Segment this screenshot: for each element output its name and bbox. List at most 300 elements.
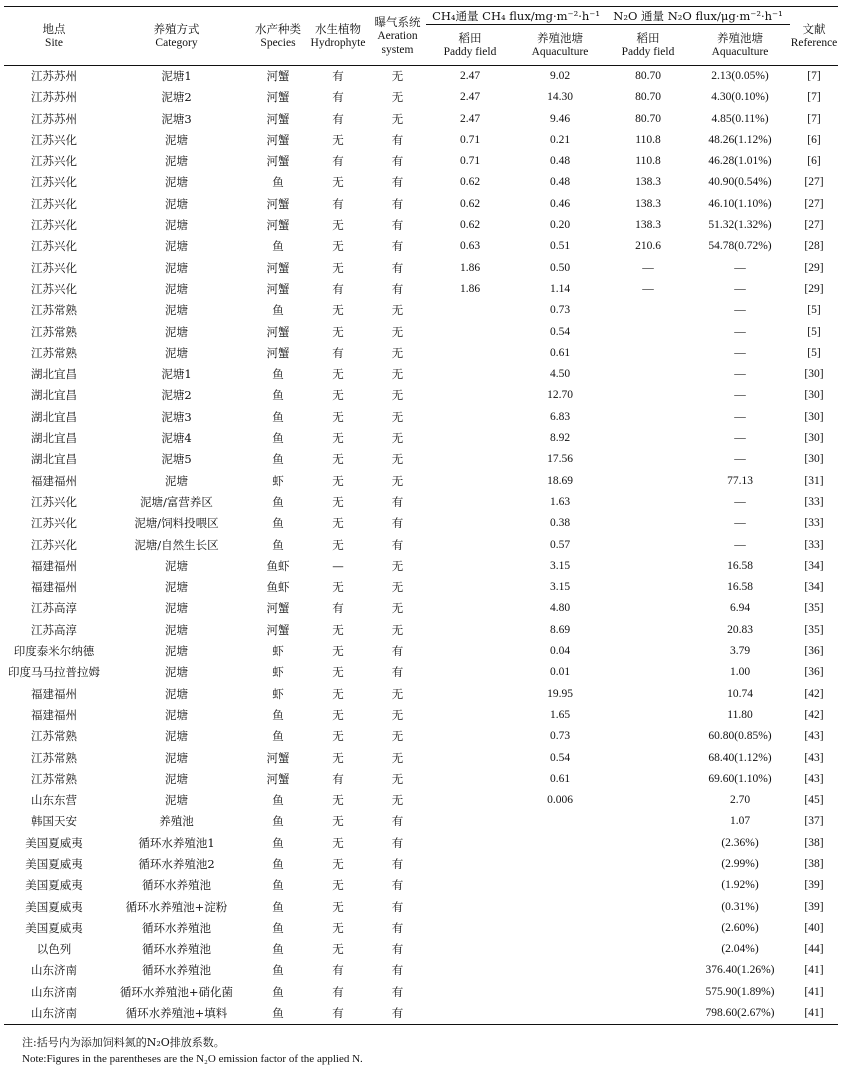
header-aeration-zh: 曝气系统 bbox=[374, 15, 421, 29]
cell-ch4-paddy bbox=[426, 960, 514, 981]
cell-ch4-aquaculture bbox=[514, 897, 606, 918]
cell-species: 鱼 bbox=[272, 409, 284, 424]
cell-aeration: 无 bbox=[391, 558, 404, 573]
cell-category: 泥塘 bbox=[165, 558, 188, 573]
cell-aeration: 有 bbox=[391, 218, 404, 233]
cell-species: 河蟹 bbox=[266, 132, 290, 147]
cell-hydrophyte: 有 bbox=[332, 345, 344, 360]
cell-ch4-paddy bbox=[426, 598, 514, 619]
cell-species: 鱼 bbox=[272, 388, 284, 403]
cell-site: 江苏兴化 bbox=[31, 494, 77, 509]
cell-n2o-paddy bbox=[606, 513, 690, 534]
cell-reference: [27] bbox=[804, 176, 824, 189]
cell-ch4-paddy bbox=[426, 535, 514, 556]
cell-ch4-paddy: 0.62 bbox=[459, 197, 481, 210]
cell-category: 泥塘 bbox=[165, 729, 188, 744]
cell-n2o-aquaculture: 4.85(0.11%) bbox=[711, 112, 769, 125]
cell-ch4-aquaculture: 19.95 bbox=[547, 687, 573, 700]
cell-ch4-aquaculture: 8.92 bbox=[549, 432, 571, 445]
cell-category: 泥塘 bbox=[165, 644, 188, 659]
cell-ch4-paddy bbox=[426, 790, 514, 811]
cell-category: 泥塘 bbox=[165, 281, 188, 296]
cell-reference: [41] bbox=[804, 964, 824, 977]
cell-aeration: 有 bbox=[391, 814, 404, 829]
cell-species: 鱼 bbox=[272, 984, 284, 999]
note-zh: 注:括号内为添加饲料氮的N₂O排放系数。 bbox=[22, 1036, 225, 1049]
cell-ch4-paddy bbox=[426, 748, 514, 769]
cell-n2o-aquaculture: — bbox=[734, 261, 746, 274]
cell-ch4-aquaculture: 0.21 bbox=[549, 133, 571, 146]
cell-site: 美国夏威夷 bbox=[25, 920, 83, 935]
header-n2o-paddy-en: Paddy field bbox=[621, 46, 675, 58]
cell-ch4-aquaculture: 4.80 bbox=[549, 602, 571, 615]
cell-reference: [42] bbox=[804, 708, 824, 721]
cell-category: 泥塘2 bbox=[161, 90, 192, 105]
header-site-en: Site bbox=[45, 37, 63, 49]
cell-aeration: 无 bbox=[391, 707, 404, 722]
cell-species: 河蟹 bbox=[266, 750, 290, 765]
cell-ch4-paddy bbox=[426, 300, 514, 321]
cell-hydrophyte: 无 bbox=[332, 367, 344, 382]
cell-hydrophyte: 无 bbox=[332, 856, 344, 871]
cell-category: 循环水养殖池 bbox=[142, 920, 211, 935]
header-reference-zh: 文献 bbox=[802, 22, 826, 36]
cell-site: 福建福州 bbox=[31, 580, 77, 595]
cell-category: 泥塘2 bbox=[161, 388, 192, 403]
cell-ch4-aquaculture: 17.56 bbox=[547, 453, 573, 466]
cell-aeration: 有 bbox=[391, 942, 404, 957]
cell-site: 湖北宜昌 bbox=[31, 388, 77, 403]
cell-reference: [42] bbox=[804, 687, 824, 700]
cell-category: 泥塘/自然生长区 bbox=[134, 537, 219, 552]
cell-n2o-paddy bbox=[606, 790, 690, 811]
cell-hydrophyte: 有 bbox=[332, 90, 344, 105]
table-row bbox=[4, 790, 838, 811]
cell-ch4-paddy bbox=[426, 449, 514, 470]
cell-n2o-aquaculture: (2.60%) bbox=[721, 921, 759, 934]
cell-n2o-aquaculture: — bbox=[734, 282, 746, 295]
cell-hydrophyte: 有 bbox=[332, 963, 344, 978]
cell-n2o-paddy bbox=[606, 364, 690, 385]
cell-ch4-paddy bbox=[426, 939, 514, 960]
cell-reference: [41] bbox=[790, 1003, 838, 1025]
cell-ch4-aquaculture: 8.69 bbox=[549, 623, 571, 636]
cell-reference: [30] bbox=[804, 432, 824, 445]
cell-category: 泥塘 bbox=[165, 132, 188, 147]
cell-species: 河蟹 bbox=[266, 345, 290, 360]
cell-hydrophyte: — bbox=[332, 558, 344, 573]
cell-hydrophyte: 无 bbox=[332, 729, 344, 744]
header-species bbox=[249, 7, 307, 66]
cell-ch4-paddy bbox=[426, 897, 514, 918]
cell-hydrophyte: 无 bbox=[332, 324, 344, 339]
cell-aeration: 无 bbox=[391, 686, 404, 701]
cell-n2o-paddy bbox=[606, 748, 690, 769]
cell-reference: [5] bbox=[807, 304, 821, 317]
cell-n2o-paddy bbox=[606, 407, 690, 428]
cell-n2o-paddy: 138.3 bbox=[635, 176, 661, 189]
table-row bbox=[4, 279, 838, 300]
cell-ch4-aquaculture bbox=[514, 811, 606, 832]
header-category bbox=[104, 7, 249, 66]
cell-hydrophyte: 无 bbox=[332, 431, 344, 446]
cell-n2o-paddy: 80.70 bbox=[635, 91, 661, 104]
cell-site: 江苏苏州 bbox=[31, 69, 77, 83]
cell-aeration: 有 bbox=[391, 281, 404, 296]
cell-reference: [30] bbox=[804, 389, 824, 402]
table-row bbox=[4, 407, 838, 428]
cell-ch4-paddy bbox=[426, 407, 514, 428]
cell-site: 江苏常熟 bbox=[31, 729, 77, 744]
cell-species: 河蟹 bbox=[266, 324, 290, 339]
cell-aeration: 有 bbox=[391, 175, 404, 190]
table-row bbox=[4, 1003, 838, 1025]
cell-aeration: 无 bbox=[391, 622, 404, 637]
cell-n2o-paddy bbox=[606, 684, 690, 705]
table-row bbox=[4, 875, 838, 896]
cell-species: 鱼虾 bbox=[266, 558, 290, 573]
table-row bbox=[4, 151, 838, 172]
cell-ch4-aquaculture: 0.46 bbox=[549, 197, 571, 210]
cell-n2o-aquaculture: 4.30(0.10%) bbox=[711, 91, 769, 104]
cell-species: 河蟹 bbox=[266, 69, 290, 83]
cell-site: 江苏兴化 bbox=[31, 281, 77, 296]
cell-ch4-paddy bbox=[426, 1003, 514, 1025]
cell-hydrophyte: 无 bbox=[332, 494, 344, 509]
cell-site: 江苏常熟 bbox=[31, 324, 77, 339]
cell-site: 福建福州 bbox=[31, 707, 77, 722]
header-ch4-paddy-zh: 稻田 bbox=[458, 31, 482, 45]
cell-n2o-aquaculture: 6.94 bbox=[729, 602, 751, 615]
cell-species: 鱼 bbox=[272, 367, 284, 382]
cell-n2o-aquaculture: 20.83 bbox=[727, 623, 753, 636]
cell-category: 泥塘 bbox=[165, 324, 188, 339]
header-species-en: Species bbox=[260, 37, 296, 49]
cell-ch4-aquaculture: 3.15 bbox=[549, 559, 571, 572]
cell-n2o-paddy bbox=[606, 322, 690, 343]
cell-species: 鱼 bbox=[272, 303, 284, 318]
header-category-zh: 养殖方式 bbox=[153, 22, 200, 36]
cell-reference: [35] bbox=[804, 602, 824, 615]
cell-aeration: 有 bbox=[391, 196, 404, 211]
cell-aeration: 无 bbox=[391, 388, 404, 403]
table-row bbox=[4, 833, 838, 854]
cell-site: 印度泰米尔纳德 bbox=[13, 644, 95, 659]
cell-site: 湖北宜昌 bbox=[31, 409, 77, 424]
cell-n2o-aquaculture: (0.31%) bbox=[721, 900, 759, 913]
cell-ch4-paddy bbox=[426, 875, 514, 896]
cell-site: 江苏苏州 bbox=[31, 111, 77, 126]
cell-aeration: 无 bbox=[391, 793, 404, 808]
cell-reference: [39] bbox=[804, 879, 824, 892]
cell-site: 江苏兴化 bbox=[31, 516, 77, 531]
cell-category: 泥塘5 bbox=[161, 452, 192, 467]
cell-n2o-aquaculture: 60.80(0.85%) bbox=[708, 730, 772, 743]
table-row bbox=[4, 598, 838, 619]
table-row bbox=[4, 939, 838, 960]
cell-ch4-paddy bbox=[426, 833, 514, 854]
cell-aeration: 无 bbox=[391, 345, 404, 360]
cell-ch4-paddy bbox=[426, 726, 514, 747]
cell-species: 河蟹 bbox=[266, 196, 290, 211]
cell-species: 河蟹 bbox=[266, 154, 290, 169]
cell-site: 山东济南 bbox=[4, 1003, 104, 1025]
cell-hydrophyte: 有 bbox=[332, 601, 344, 616]
table-row bbox=[4, 385, 838, 406]
cell-ch4-aquaculture: 0.73 bbox=[549, 730, 571, 743]
cell-aeration: 无 bbox=[391, 431, 404, 446]
cell-n2o-paddy bbox=[606, 982, 690, 1003]
cell-n2o-paddy bbox=[606, 833, 690, 854]
cell-n2o-paddy bbox=[606, 939, 690, 960]
cell-category: 养殖池 bbox=[159, 814, 194, 829]
cell-reference: [31] bbox=[804, 474, 824, 487]
cell-species: 鱼 bbox=[272, 516, 284, 531]
header-site-zh: 地点 bbox=[42, 22, 66, 36]
cell-n2o-aquaculture: 2.13(0.05%) bbox=[711, 70, 769, 82]
cell-ch4-aquaculture bbox=[514, 982, 606, 1003]
cell-reference: [38] bbox=[804, 836, 824, 849]
cell-site: 美国夏威夷 bbox=[25, 878, 83, 893]
header-aeration bbox=[369, 7, 426, 66]
cell-hydrophyte: 无 bbox=[332, 942, 344, 957]
cell-n2o-aquaculture: 1.07 bbox=[729, 815, 751, 828]
cell-category: 泥塘 bbox=[165, 260, 188, 275]
table-row bbox=[4, 641, 838, 662]
cell-ch4-aquaculture: 1.14 bbox=[549, 282, 571, 295]
cell-species: 河蟹 bbox=[266, 90, 290, 105]
cell-category: 泥塘/饲料投喂区 bbox=[134, 516, 219, 531]
cell-n2o-paddy: 210.6 bbox=[635, 240, 661, 253]
cell-species: 河蟹 bbox=[266, 260, 290, 275]
cell-ch4-aquaculture bbox=[514, 1003, 606, 1025]
cell-site: 江苏高淳 bbox=[31, 622, 77, 637]
cell-n2o-aquaculture: 376.40(1.26%) bbox=[705, 964, 775, 977]
cell-n2o-aquaculture: — bbox=[734, 432, 746, 445]
cell-n2o-aquaculture: — bbox=[734, 538, 746, 551]
cell-n2o-aquaculture: 16.58 bbox=[727, 581, 753, 594]
cell-reference: [6] bbox=[807, 155, 821, 168]
cell-category: 泥塘/富营养区 bbox=[140, 494, 213, 509]
cell-species: 河蟹 bbox=[266, 771, 290, 786]
cell-category: 泥塘 bbox=[165, 665, 188, 680]
cell-reference: [40] bbox=[804, 921, 824, 934]
cell-n2o-paddy: — bbox=[642, 282, 654, 295]
cell-ch4-aquaculture: 0.61 bbox=[549, 346, 571, 359]
cell-ch4-paddy: 0.63 bbox=[459, 240, 481, 253]
cell-category: 泥塘 bbox=[165, 345, 188, 360]
cell-species: 鱼 bbox=[272, 856, 284, 871]
header-ch4-group: CH₄通量 CH₄ flux/mg·m⁻²·h⁻¹ bbox=[426, 7, 606, 25]
table-row bbox=[4, 109, 838, 130]
cell-aeration: 无 bbox=[391, 324, 404, 339]
cell-ch4-paddy bbox=[426, 769, 514, 790]
cell-species: 虾 bbox=[272, 644, 284, 659]
cell-hydrophyte: 无 bbox=[332, 899, 344, 914]
cell-species: 鱼 bbox=[272, 239, 284, 254]
header-aeration-en1: Aeration bbox=[377, 30, 418, 42]
cell-hydrophyte: 无 bbox=[332, 239, 344, 254]
cell-hydrophyte: 有 bbox=[332, 196, 344, 211]
cell-ch4-aquaculture: 0.20 bbox=[549, 219, 571, 232]
cell-n2o-paddy bbox=[606, 620, 690, 641]
cell-category: 循环水养殖池+填料 bbox=[104, 1003, 249, 1025]
cell-species: 鱼 bbox=[272, 878, 284, 893]
cell-category: 泥塘 bbox=[165, 196, 188, 211]
table-row bbox=[4, 705, 838, 726]
cell-reference: [28] bbox=[804, 240, 824, 253]
cell-site: 江苏苏州 bbox=[31, 90, 77, 105]
cell-reference: [7] bbox=[807, 91, 821, 104]
header-species-zh: 水产种类 bbox=[255, 22, 301, 36]
cell-site: 美国夏威夷 bbox=[25, 899, 83, 914]
cell-hydrophyte: 无 bbox=[332, 303, 344, 318]
cell-ch4-paddy bbox=[426, 811, 514, 832]
table-row bbox=[4, 748, 838, 769]
cell-reference: [34] bbox=[804, 581, 824, 594]
cell-n2o-paddy bbox=[606, 492, 690, 513]
cell-n2o-aquaculture: 3.79 bbox=[729, 645, 751, 658]
cell-species: 河蟹 bbox=[266, 281, 290, 296]
cell-ch4-aquaculture bbox=[514, 854, 606, 875]
cell-category: 泥塘 bbox=[165, 750, 188, 765]
cell-n2o-paddy bbox=[606, 449, 690, 470]
cell-ch4-paddy: 2.47 bbox=[459, 91, 481, 104]
cell-ch4-paddy bbox=[426, 577, 514, 598]
cell-species: 鱼 bbox=[249, 1003, 307, 1025]
cell-n2o-aquaculture: 68.40(1.12%) bbox=[708, 751, 772, 764]
cell-ch4-paddy bbox=[426, 343, 514, 364]
cell-n2o-aquaculture: — bbox=[734, 389, 746, 402]
header-category-en: Category bbox=[155, 37, 198, 49]
cell-species: 虾 bbox=[272, 686, 284, 701]
table-row bbox=[4, 130, 838, 151]
cell-category: 泥塘 bbox=[165, 622, 188, 637]
cell-species: 鱼虾 bbox=[266, 580, 290, 595]
cell-ch4-aquaculture: 0.73 bbox=[549, 304, 571, 317]
cell-aeration: 无 bbox=[391, 473, 404, 488]
cell-hydrophyte: 有 bbox=[332, 771, 344, 786]
cell-category: 泥塘 bbox=[165, 707, 188, 722]
cell-n2o-paddy bbox=[606, 535, 690, 556]
cell-n2o-aquaculture: — bbox=[734, 346, 746, 359]
cell-category: 泥塘 bbox=[165, 771, 188, 786]
cell-aeration: 无 bbox=[391, 729, 404, 744]
cell-reference: [29] bbox=[804, 282, 824, 295]
cell-n2o-aquaculture: — bbox=[734, 325, 746, 338]
header-hydrophyte-zh: 水生植物 bbox=[315, 22, 361, 36]
cell-n2o-aquaculture: 46.28(1.01%) bbox=[708, 155, 772, 168]
cell-ch4-aquaculture: 3.15 bbox=[549, 581, 571, 594]
cell-hydrophyte: 有 bbox=[332, 281, 344, 296]
cell-reference: [43] bbox=[804, 772, 824, 785]
cell-species: 河蟹 bbox=[266, 622, 290, 637]
cell-ch4-paddy bbox=[426, 620, 514, 641]
cell-category: 泥塘 bbox=[165, 580, 188, 595]
table-row bbox=[4, 918, 838, 939]
cell-hydrophyte: 有 bbox=[332, 69, 344, 83]
cell-site: 福建福州 bbox=[31, 686, 77, 701]
cell-hydrophyte: 无 bbox=[332, 707, 344, 722]
cell-n2o-paddy bbox=[606, 556, 690, 577]
cell-n2o-paddy bbox=[606, 875, 690, 896]
cell-hydrophyte: 无 bbox=[332, 814, 344, 829]
cell-hydrophyte: 无 bbox=[332, 750, 344, 765]
cell-hydrophyte: 无 bbox=[332, 878, 344, 893]
cell-ch4-aquaculture: 18.69 bbox=[547, 474, 573, 487]
table-row bbox=[4, 513, 838, 534]
cell-category: 泥塘 bbox=[165, 793, 188, 808]
cell-species: 虾 bbox=[272, 665, 284, 680]
cell-site: 印度马马拉普拉姆 bbox=[8, 665, 100, 680]
cell-ch4-aquaculture: 0.50 bbox=[549, 261, 571, 274]
cell-reference: [33] bbox=[804, 517, 824, 530]
cell-reference: [27] bbox=[804, 219, 824, 232]
cell-n2o-paddy bbox=[606, 641, 690, 662]
cell-site: 美国夏威夷 bbox=[25, 856, 83, 871]
header-hydrophyte-en: Hydrophyte bbox=[310, 37, 366, 49]
cell-reference: [36] bbox=[804, 666, 824, 679]
cell-reference: [29] bbox=[804, 261, 824, 274]
cell-species: 鱼 bbox=[272, 452, 284, 467]
cell-n2o-aquaculture: 40.90(0.54%) bbox=[708, 176, 772, 189]
cell-site: 山东济南 bbox=[31, 963, 77, 978]
cell-ch4-aquaculture: 0.57 bbox=[549, 538, 571, 551]
header-n2o-paddy-zh: 稻田 bbox=[636, 31, 660, 45]
cell-ch4-paddy bbox=[426, 662, 514, 683]
cell-ch4-aquaculture bbox=[514, 918, 606, 939]
cell-category: 泥塘3 bbox=[161, 409, 192, 424]
header-ch4-paddy bbox=[426, 25, 514, 66]
cell-species: 河蟹 bbox=[266, 601, 290, 616]
cell-category: 泥塘 bbox=[165, 239, 188, 254]
cell-n2o-paddy: — bbox=[642, 261, 654, 274]
cell-reference: [43] bbox=[804, 751, 824, 764]
cell-species: 鱼 bbox=[272, 537, 284, 552]
cell-ch4-paddy bbox=[426, 322, 514, 343]
cell-n2o-paddy bbox=[606, 343, 690, 364]
cell-aeration: 有 bbox=[391, 835, 404, 850]
cell-aeration: 无 bbox=[391, 367, 404, 382]
cell-aeration: 有 bbox=[391, 239, 404, 254]
cell-ch4-paddy bbox=[426, 492, 514, 513]
cell-species: 鱼 bbox=[272, 814, 284, 829]
cell-ch4-aquaculture bbox=[514, 939, 606, 960]
cell-n2o-paddy bbox=[606, 300, 690, 321]
cell-site: 江苏兴化 bbox=[31, 260, 77, 275]
cell-hydrophyte: 无 bbox=[332, 920, 344, 935]
cell-n2o-paddy bbox=[606, 726, 690, 747]
cell-site: 江苏兴化 bbox=[31, 239, 77, 254]
cell-n2o-aquaculture: 51.32(1.32%) bbox=[708, 219, 772, 232]
cell-n2o-paddy: 110.8 bbox=[635, 133, 661, 146]
cell-hydrophyte: 无 bbox=[332, 175, 344, 190]
cell-aeration: 有 bbox=[391, 260, 404, 275]
cell-n2o-paddy: 110.8 bbox=[635, 155, 661, 168]
cell-ch4-paddy bbox=[426, 982, 514, 1003]
cell-ch4-paddy: 0.71 bbox=[459, 155, 481, 168]
cell-category: 循环水养殖池+硝化菌 bbox=[119, 984, 234, 999]
cell-ch4-aquaculture: 0.01 bbox=[549, 666, 571, 679]
table-row bbox=[4, 897, 838, 918]
cell-site: 山东东营 bbox=[31, 793, 77, 808]
header-n2o-aquaculture-zh: 养殖池塘 bbox=[717, 31, 763, 45]
cell-ch4-aquaculture: 0.48 bbox=[549, 155, 571, 168]
cell-n2o-aquaculture: 2.70 bbox=[729, 794, 751, 807]
cell-category: 循环水养殖池+淀粉 bbox=[125, 899, 228, 914]
cell-aeration: 有 bbox=[391, 537, 404, 552]
cell-site: 江苏常熟 bbox=[31, 771, 77, 786]
